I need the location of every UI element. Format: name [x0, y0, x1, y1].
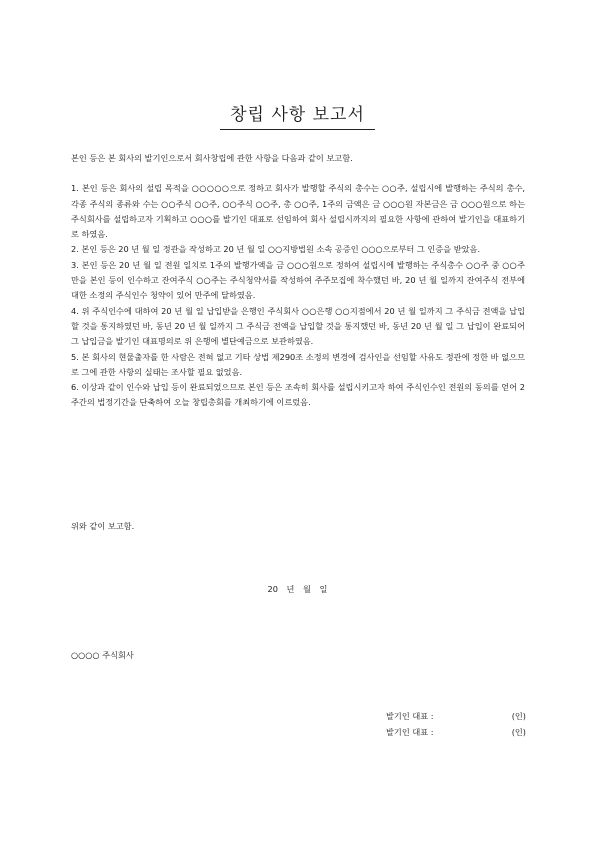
- report-item-1: 1. 본인 등은 회사의 설립 목적을 ○○○○○으로 정하고 회사가 발행할 주식의 총수는 ○○주, 설립시에 발행하는 주식의 총수, 각종 주식의 종류와 수는 ○○주식 ○○주, ○○주식 ○○주, 총 ○○주, 1주의 금액은 금 ○○○원 자본금은 금 ○○○원으로 하는 주식회사를 설립하고자 기획하고 ○○○를 발기인 대표로 선임하여 회사 설립시까지의 필요한 사항에 관하여 발기인을 대표하기로 하였음.: [71, 183, 525, 240]
- title-container: [0, 104, 595, 130]
- report-item-6: 6. 이상과 같이 인수와 납입 등이 완료되었으므로 본인 등은 조속히 회사를 설립시키고자 하여 주식인수인 전원의 동의를 얻어 2주간의 법정기간을 단축하여 오늘 창립총회를 개최하기에 이르렀음.: [71, 382, 525, 408]
- closing-statement: 위와 같이 보고함.: [71, 521, 135, 531]
- signer-row: [386, 725, 526, 741]
- signer-label: 발기인 대표 :: [386, 711, 434, 721]
- report-body: [71, 151, 525, 411]
- report-item-3: 3. 본인 등은 20 년 월 일 전원 일치로 1주의 발행가액을 금 ○○○원으로 정하여 설립시에 발행하는 주식총수 ○○주 중 ○○주만을 본인 등이 인수하고 잔여주식 ○○주는 주식청약서를 작성하여 주주모집에 착수했던 바, 20 년 월 일까지 잔여주식 전부에 대한 소정의 주식인수 청약이 있어 만주에 달하였음.: [71, 259, 525, 301]
- seal-mark: (인): [511, 726, 526, 737]
- signature-block: [386, 709, 526, 740]
- seal-mark: (인): [511, 711, 526, 721]
- company-name: ○○○○ 주식회사: [71, 650, 134, 660]
- report-item-4: 4. 위 주식인수에 대하여 20 년 월 일 납입받을 은행인 주식회사 ○○은행 ○○지점에서 20 년 월 일까지 그 주식금 전액을 납입할 것을 통지하였던 바, 동년 20 년 월 일까지 그 주식금 전액을 납입할 것을 통지했던 바, 동년 20 년 월 일 그 납입이 완료되어 그 납입금을 발기인 대표명의로 위 은행에 별단예금으로 보관하였음.: [71, 305, 525, 347]
- report-date: 20 년 월 일: [267, 584, 328, 594]
- signer-row: [386, 709, 526, 725]
- report-item-5: 5. 본 회사의 현물출자를 한 사람은 전혀 없고 기타 상법 제290조 소정의 변경에 검사인을 선임할 사유도 정관에 정한 바 없으므로 그에 관한 사항의 실태는 조사할 필요 없었음.: [71, 351, 525, 377]
- document-title: 창립 사항 보고서: [220, 104, 375, 130]
- intro-paragraph: 본인 등은 본 회사의 발기인으로서 회사창립에 관한 사항을 다음과 같이 보고함.: [71, 153, 353, 163]
- signer-label: 발기인 대표 :: [386, 726, 434, 737]
- report-item-2: 2. 본인 등은 20 년 월 일 정관을 작성하고 20 년 월 일 ○○지방법원 소속 공증인 ○○○으로부터 그 인증을 받았음.: [71, 244, 481, 255]
